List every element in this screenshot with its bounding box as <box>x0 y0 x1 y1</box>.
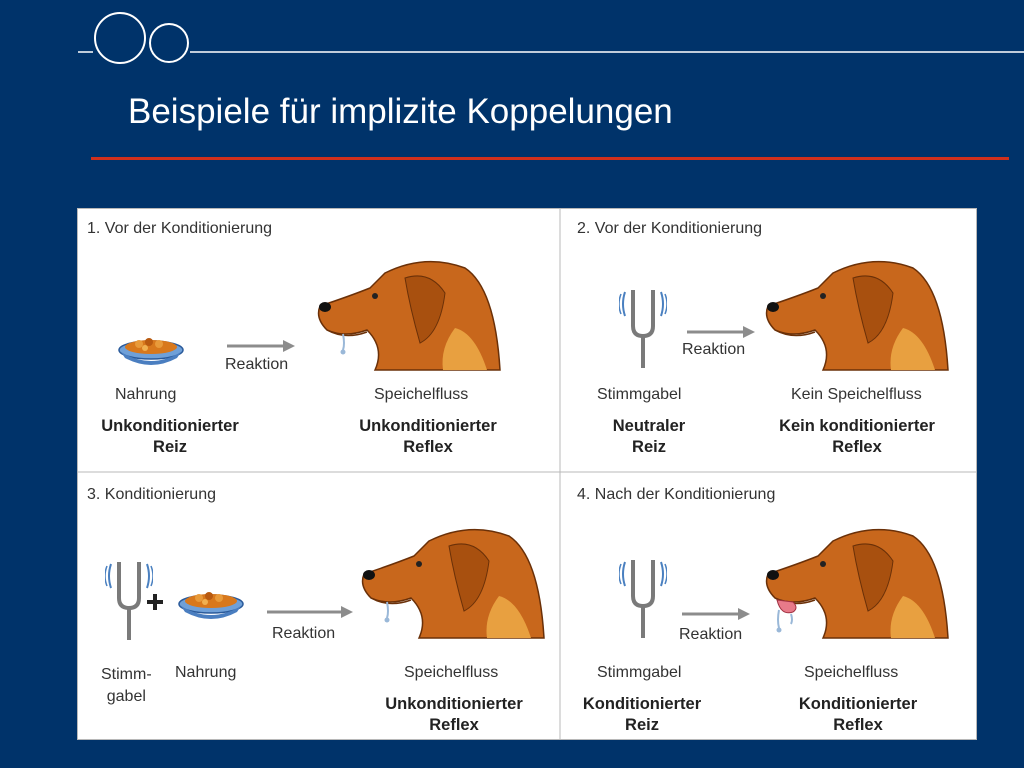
panel-4 <box>567 474 1017 740</box>
panel-3 <box>77 474 527 740</box>
stimulus-type: Neutraler Reiz <box>612 417 686 456</box>
arrow-icon <box>687 324 757 340</box>
response-label: Speichelfluss <box>804 664 899 681</box>
stimulus-label: Stimmgabel <box>597 664 682 681</box>
decor-circle-small <box>150 24 188 62</box>
dog-drooling-icon <box>763 516 953 641</box>
arrow-label: Reaktion <box>272 625 336 642</box>
dog-salivating-icon <box>359 516 549 641</box>
tuning-fork-icon <box>619 286 667 370</box>
response-type: Konditionierter Reflex <box>798 695 918 734</box>
response-label: Kein Speichelfluss <box>791 386 922 403</box>
response-type: Unkonditionierter Reflex <box>385 695 523 734</box>
tuning-fork-icon <box>619 556 667 640</box>
arrow-label: Reaktion <box>679 626 743 643</box>
panel-1-heading: 1. Vor der Konditionierung <box>87 220 273 237</box>
response-label: Speichelfluss <box>404 664 499 681</box>
arrow-icon <box>227 338 297 354</box>
title-underline <box>91 157 1009 160</box>
dog-icon <box>763 248 953 373</box>
response-label: Speichelfluss <box>374 386 469 403</box>
food-bowl-icon <box>175 584 247 626</box>
panel-1 <box>77 208 527 474</box>
panel-4-heading: 4. Nach der Konditionierung <box>577 486 776 503</box>
stimulus-label: Stimmgabel <box>597 386 682 403</box>
arrow-icon <box>267 604 357 620</box>
plus-icon <box>147 594 163 610</box>
stimulus-type: Konditionierter Reiz <box>582 695 702 734</box>
tuning-fork-icon <box>105 558 153 642</box>
panel-2 <box>567 208 1017 474</box>
arrow-icon <box>682 606 752 622</box>
stimulus-label-b: Nahrung <box>175 664 237 681</box>
arrow-label: Reaktion <box>225 356 289 373</box>
conditioning-figure <box>77 208 977 740</box>
decor-circle-large <box>95 13 145 63</box>
panel-3-heading: 3. Konditionierung <box>87 486 216 503</box>
header-decoration <box>0 0 1024 80</box>
response-type: Unkonditionierter Reflex <box>359 417 497 456</box>
stimulus-type: Unkonditionierter Reiz <box>101 417 239 456</box>
food-bowl-icon <box>115 330 187 372</box>
stimulus-label-a: Stimm- gabel <box>101 666 152 705</box>
arrow-label: Reaktion <box>682 341 746 358</box>
panel-2-heading: 2. Vor der Konditionierung <box>577 220 763 237</box>
response-type: Kein konditionierter Reflex <box>779 417 935 456</box>
stimulus-label: Nahrung <box>115 386 177 403</box>
dog-salivating-icon <box>315 248 505 373</box>
page-title: Beispiele für implizite Koppelungen <box>128 92 673 131</box>
